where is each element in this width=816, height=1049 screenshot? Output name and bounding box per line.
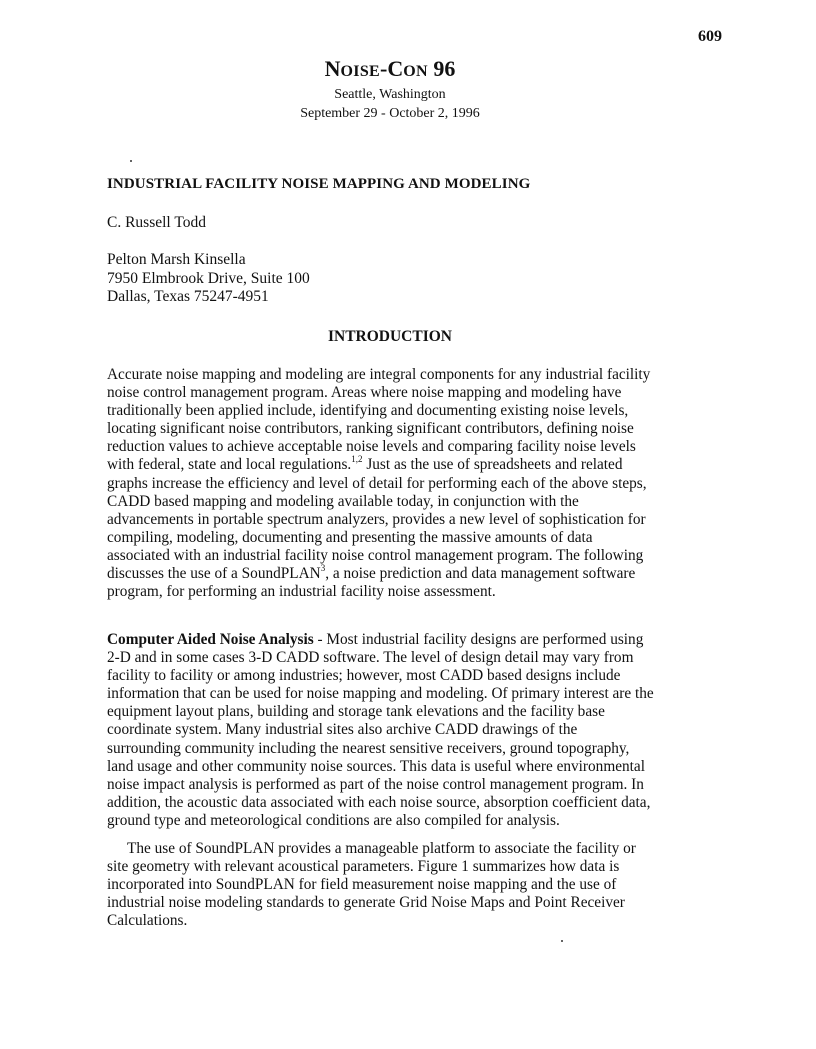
text-line: compiling, modeling, documenting and presenting the massive amounts of data xyxy=(107,528,593,546)
text-line: addition, the acoustic data associated with each noise source, absorption coefficient data, xyxy=(107,793,651,811)
conference-header xyxy=(0,56,780,123)
paragraph-soundplan xyxy=(107,840,707,930)
author-address xyxy=(107,251,310,307)
text-line: The use of SoundPLAN provides a manageable platform to associate the facility or xyxy=(127,840,636,857)
text-line: site geometry with relevant acoustical parameters. Figure 1 summarizes how data is xyxy=(107,858,620,876)
text-line: land usage and other community noise sources. This data is useful where environmental xyxy=(107,757,645,775)
conference-title-part: OISE xyxy=(340,63,380,80)
conference-title-part: ON xyxy=(403,63,428,80)
paragraph-intro xyxy=(107,366,707,601)
author-name: C. Russell Todd xyxy=(107,214,206,231)
text-fragment: Just as the use of spreadsheets and related xyxy=(362,456,623,474)
page-number: 609 xyxy=(698,28,722,45)
text-line xyxy=(107,456,707,474)
text-line: ground type and meteorological conditions are also compiled for analysis. xyxy=(107,811,560,829)
text-line: locating significant noise contributors, ranking significant contributors, defining noise xyxy=(107,420,634,438)
paragraph-computer-aided xyxy=(107,631,707,830)
text-line: graphs increase the efficiency and level of detail for performing each of the above steps, xyxy=(107,474,647,492)
text-line: noise impact analysis is performed as part of the noise control management program. In xyxy=(107,775,644,793)
text-fragment: , a noise prediction and data management software xyxy=(325,565,636,583)
address-line: Dallas, Texas 75247-4951 xyxy=(107,288,269,305)
text-line: associated with an industrial facility noise control management program. The following xyxy=(107,546,644,564)
text-fragment: - Most industrial facility designs are performed using xyxy=(313,631,644,648)
text-line: information that can be used for noise mapping and modeling. Of primary interest are the xyxy=(107,685,654,703)
conference-location: Seattle, Washington xyxy=(334,87,446,102)
conference-title xyxy=(0,56,780,85)
citation-superscript: 3 xyxy=(320,563,326,574)
address-line: Pelton Marsh Kinsella xyxy=(107,251,246,268)
text-line: equipment layout plans, building and storage tank elevations and the facility base xyxy=(107,703,605,721)
scan-speck xyxy=(561,940,563,942)
paragraph-lead-heading: Computer Aided Noise Analysis xyxy=(107,631,314,648)
conference-title-part: N xyxy=(324,56,341,81)
text-line: advancements in portable spectrum analyzers, provides a new level of sophistication for xyxy=(107,510,646,528)
text-line: coordinate system. Many industrial sites also archive CADD drawings of the xyxy=(107,721,578,739)
text-line: facility to facility or among industries; however, most CADD based designs include xyxy=(107,667,621,685)
address-line: 7950 Elmbrook Drive, Suite 100 xyxy=(107,269,310,287)
text-line: noise control management program. Areas where noise mapping and modeling have xyxy=(107,384,622,402)
text-line: program, for performing an industrial facility noise assessment. xyxy=(107,583,496,601)
citation-superscript: 1,2 xyxy=(351,454,363,465)
text-fragment: with federal, state and local regulations. xyxy=(107,456,352,474)
text-line: CADD based mapping and modeling available today, in conjunction with the xyxy=(107,492,579,510)
text-line: surrounding community including the nearest sensitive receivers, ground topography, xyxy=(107,739,630,757)
text-line: traditionally been applied include, identifying and documenting existing noise levels, xyxy=(107,402,629,420)
scan-speck xyxy=(130,160,132,162)
conference-title-part: C xyxy=(387,56,404,81)
text-line: industrial noise modeling standards to generate Grid Noise Maps and Point Receiver xyxy=(107,894,625,912)
text-fragment: discusses the use of a SoundPLAN xyxy=(107,565,321,583)
paper-title: INDUSTRIAL FACILITY NOISE MAPPING AND MODELING xyxy=(107,176,531,192)
conference-title-part: - xyxy=(380,56,388,81)
section-heading: INTRODUCTION xyxy=(327,328,452,345)
text-line: reduction values to achieve acceptable noise levels and comparing facility noise levels xyxy=(107,438,636,456)
text-line: Calculations. xyxy=(107,912,188,930)
text-line: incorporated into SoundPLAN for field measurement noise mapping and the use of xyxy=(107,876,617,894)
text-line xyxy=(107,565,707,583)
conference-dates: September 29 - October 2, 1996 xyxy=(300,106,480,121)
text-line: 2-D and in some cases 3-D CADD software. The level of design detail may vary from xyxy=(107,649,634,667)
text-line xyxy=(107,631,707,649)
text-line: Accurate noise mapping and modeling are integral components for any industrial facility xyxy=(107,366,651,383)
conference-title-part: 96 xyxy=(427,56,456,81)
